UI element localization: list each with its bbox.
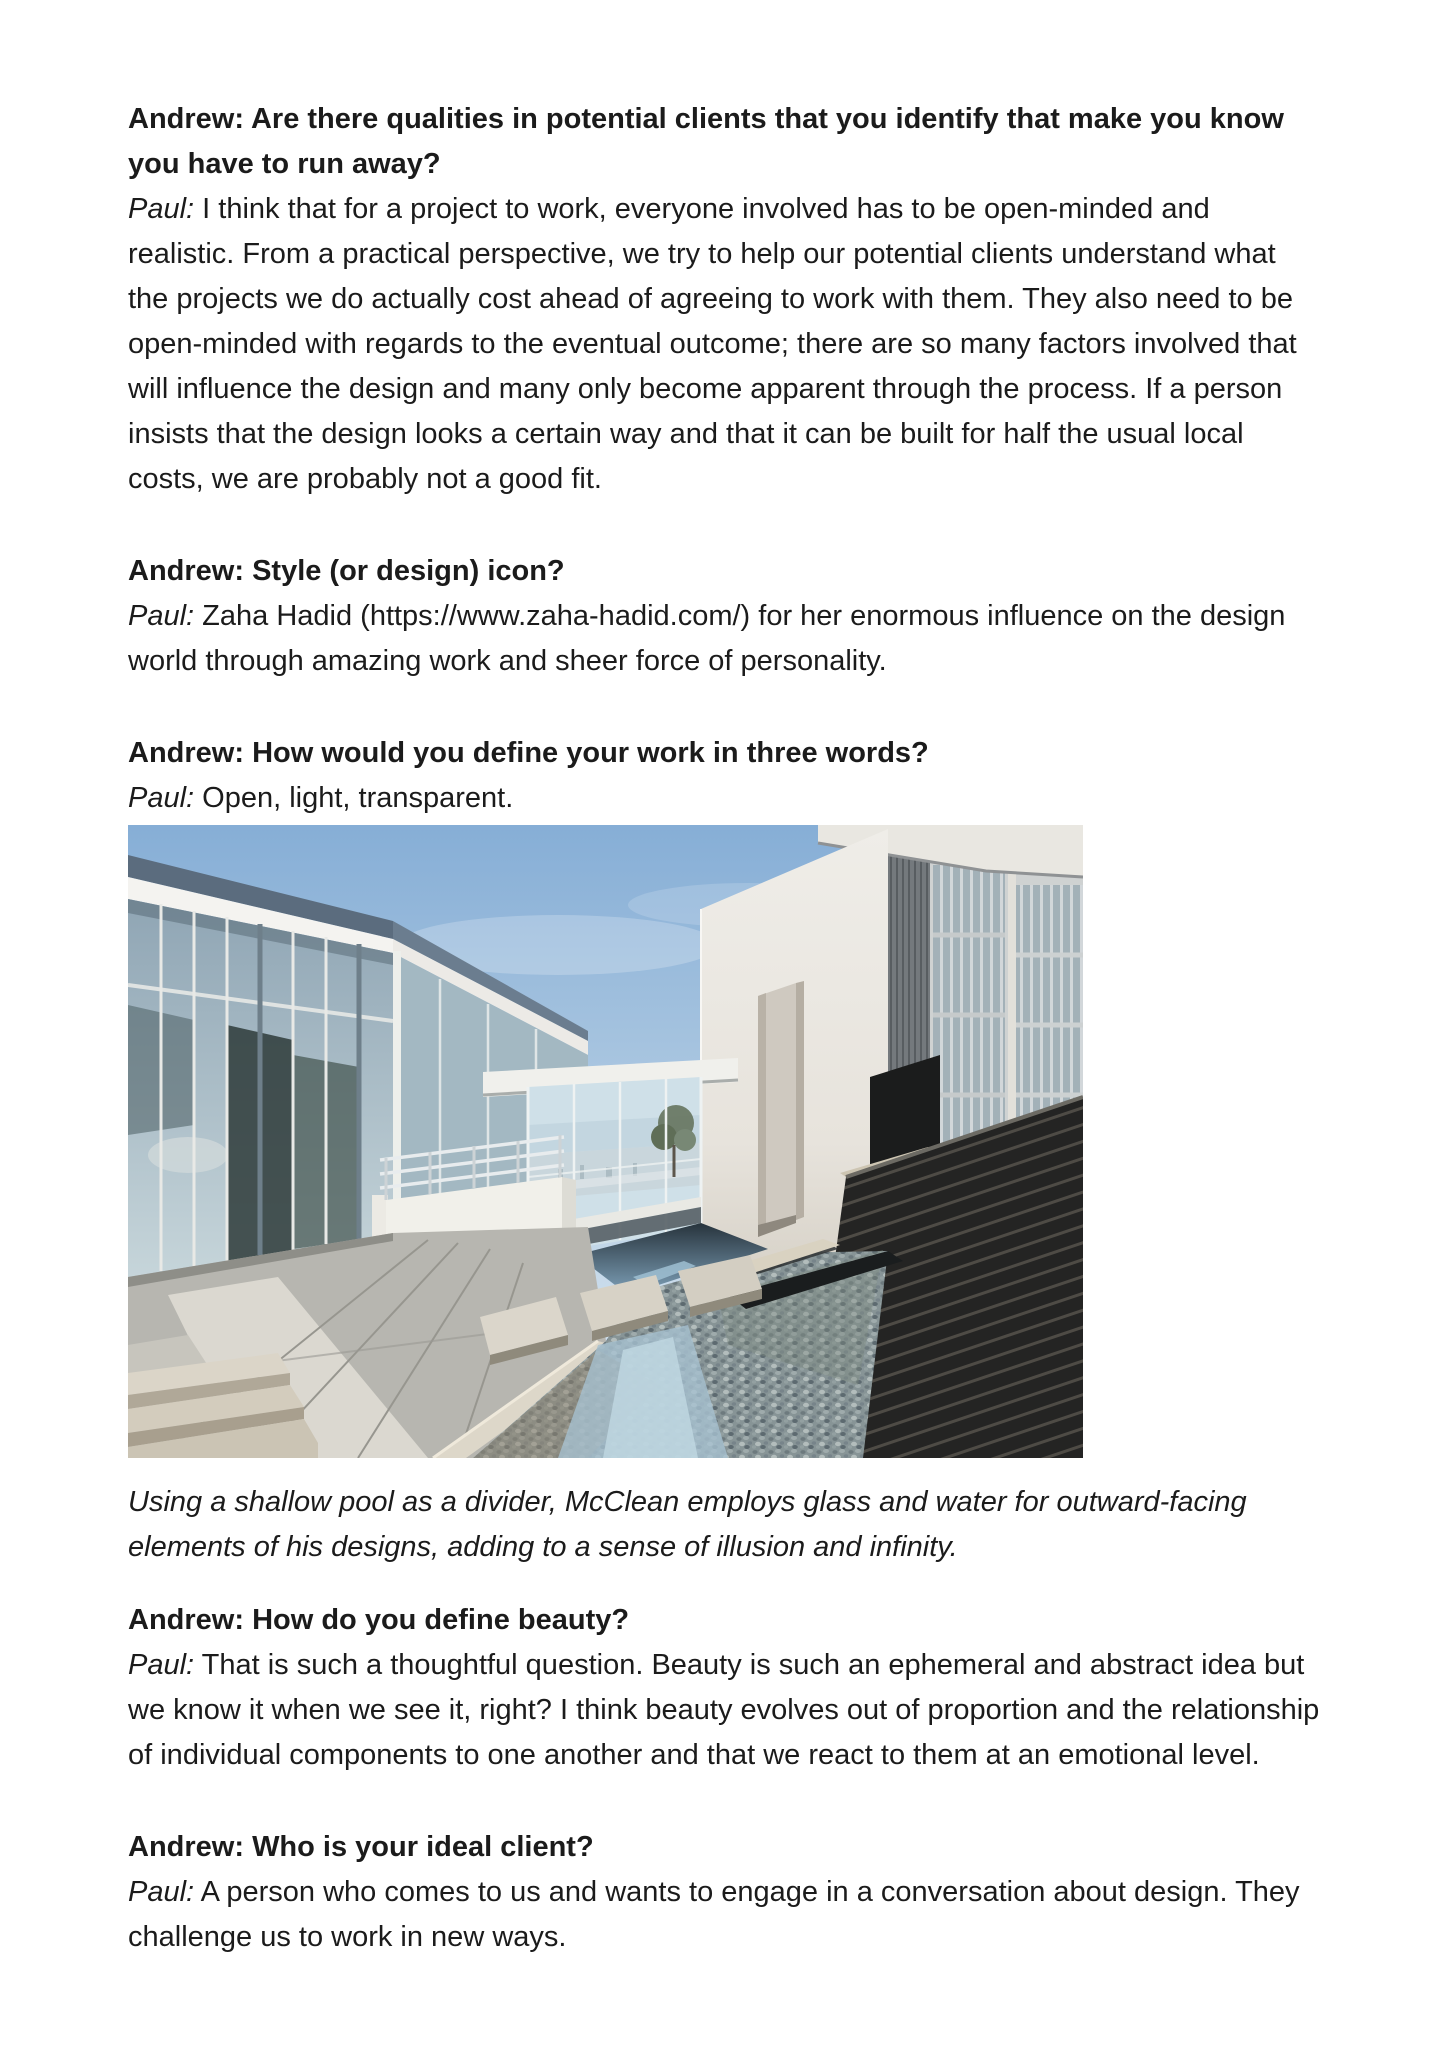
answer-text: That is such a thoughtful question. Beauty is such an ephemeral and abstract idea but we know it when we see it, right? I think beauty evolves out of proportion and the relationship of individual components to one another and that we react to them at an emotional level. [128, 1649, 1320, 1771]
interview-answer [128, 594, 1320, 684]
question-speaker-label: Andrew: [128, 555, 244, 587]
answer-text: I think that for a project to work, everyone involved has to be open-minded and realistic. From a practical perspective, we try to help our potential clients understand what the projects we do actually cost ahead of agreeing to work with them. They also need to be open-minded with regards to the eventual outcome; there are so many factors involved that will influence the design and many only become apparent through the process. If a person insists that the design looks a certain way and that it can be built for half the usual local costs, we are probably not a good fit. [128, 193, 1297, 495]
answer-speaker-label: Paul: [128, 600, 195, 632]
interview-question [128, 97, 1320, 187]
interview-question [128, 549, 1320, 594]
question-speaker-label: Andrew: [128, 103, 244, 135]
answer-speaker-label: Paul: [128, 1876, 195, 1908]
question-speaker-label: Andrew: [128, 1604, 244, 1636]
question-speaker-label: Andrew: [128, 1831, 244, 1863]
question-text: Who is your ideal client? [252, 1831, 594, 1863]
photo-caption: Using a shallow pool as a divider, McClean employs glass and water for outward-facing elements of his designs, adding to a sense of illusion and infinity. [128, 1486, 1247, 1563]
question-text: How do you define beauty? [252, 1604, 630, 1636]
qa-block-3 [128, 731, 1320, 821]
qa-block-2 [128, 549, 1320, 684]
article-photo [128, 825, 1083, 1458]
interview-answer [128, 187, 1320, 502]
interview-question [128, 1825, 1320, 1870]
answer-speaker-label: Paul: [128, 193, 195, 225]
answer-text: Zaha Hadid (https://www.zaha-hadid.com/) for her enormous influence on the design world through amazing work and sheer force of personality. [128, 600, 1286, 677]
question-speaker-label: Andrew: [128, 737, 244, 769]
interview-answer [128, 1870, 1320, 1960]
question-text: Style (or design) icon? [252, 555, 565, 587]
qa-block-1 [128, 97, 1320, 502]
answer-text: A person who comes to us and wants to engage in a conversation about design. They challenge us to work in new ways. [128, 1876, 1300, 1953]
interview-question [128, 731, 1320, 776]
interview-answer [128, 776, 1320, 821]
answer-text: Open, light, transparent. [202, 782, 514, 814]
question-text: Are there qualities in potential clients that you identify that make you know you have to run away? [128, 103, 1284, 180]
interview-question [128, 1598, 1320, 1643]
answer-speaker-label: Paul: [128, 1649, 195, 1681]
question-text: How would you define your work in three words? [252, 737, 929, 769]
qa-block-5 [128, 1825, 1320, 1960]
qa-block-4 [128, 1598, 1320, 1778]
house-courtyard-photo-illustration [128, 825, 1083, 1458]
answer-speaker-label: Paul: [128, 782, 195, 814]
interview-answer [128, 1643, 1320, 1778]
